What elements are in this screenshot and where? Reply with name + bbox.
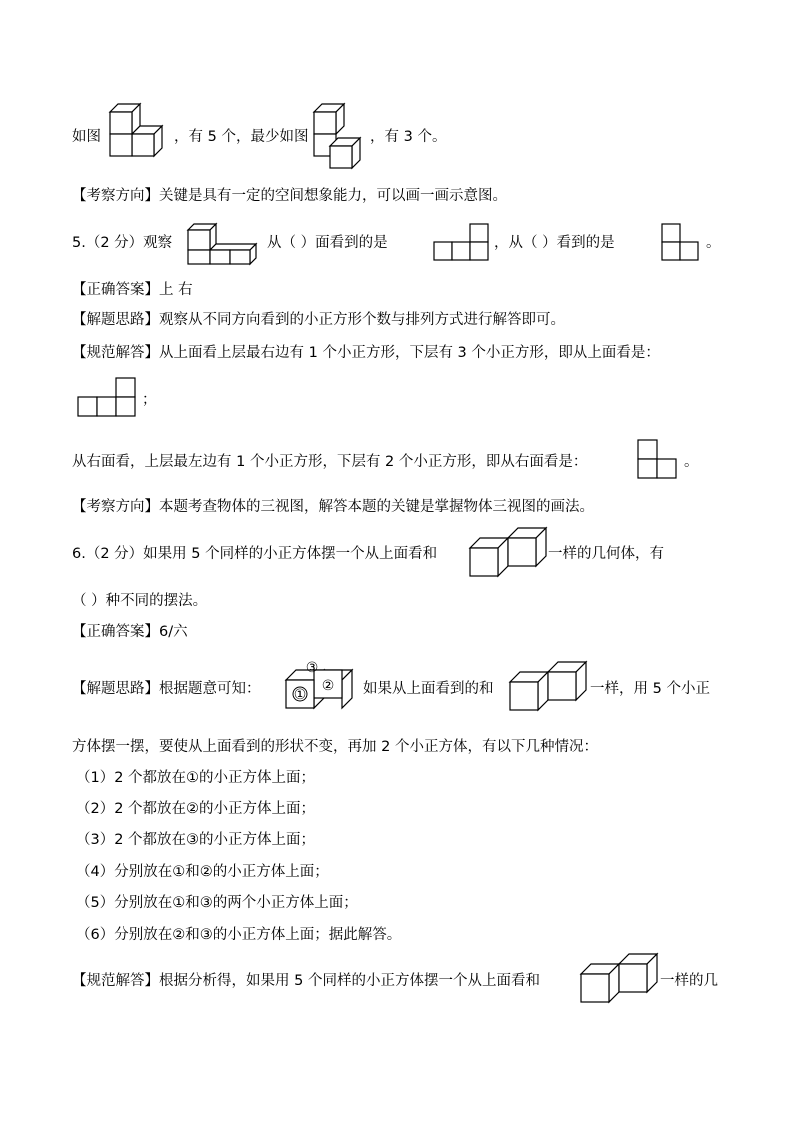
case-item: （2）2 个都放在②的小正方体上面； [76,801,316,817]
text-line: 如图 [72,129,101,145]
case-item: （3）2 个都放在③的小正方体上面； [76,832,316,848]
standard-solution: 【规范解答】根据分析得，如果用 5 个同样的小正方体摆一个从上面看和 [72,973,540,989]
text-line: 如果从上面看到的和 [363,681,494,697]
cube-figure-five [104,104,168,168]
text-line: 一样，用 5 个小正 [590,681,710,697]
correct-answer: 【正确答案】6/六 [72,624,188,640]
case-item: （4）分别放在①和②的小正方体上面； [76,864,329,880]
numbered-cube-figure [282,660,366,718]
cube-figure-q6-ref [506,662,590,718]
case-item: （6）分别放在②和③的小正方体上面；据此解答。 [76,927,402,943]
correct-answer: 【正确答案】上 右 [72,282,193,298]
view-top-shape [432,222,492,262]
text-line: 。 [706,235,721,251]
text-line: 从右面看，上层最左边有 1 个小正方形，下层有 2 个小正方形，即从右面看是： [72,454,588,470]
text-line: 【考察方向】关键是具有一定的空间想象能力，可以画一画示意图。 [72,188,507,204]
cube-figure-q6 [466,528,550,584]
cube-figure-q6-solution [577,954,661,1010]
view-right-shape-solution [636,438,678,480]
text-line: 方体摆一摆，要使从上面看到的形状不变，再加 2 个小正方体，有以下几种情况： [72,739,598,755]
text-line: ，从（ ）看到的是 [494,235,615,251]
label-two: ② [321,678,335,694]
text-line: ，有 3 个。 [370,129,447,145]
text-line: 一样的几 [660,973,718,989]
standard-solution: 【规范解答】从上面看上层最右边有 1 个小正方形，下层有 3 个小正方形，即从上面看是： [72,345,660,361]
text-line: 从（ ）面看到的是 [267,235,388,251]
case-item: （5）分别放在①和③的两个小正方体上面； [76,895,358,911]
text-line: 5.（2 分）观察 [72,235,173,251]
solution-idea: 【解题思路】观察从不同方向看到的小正方形个数与排列方式进行解答即可。 [72,312,565,328]
text-line: ； [142,392,157,408]
text-line: ，有 5 个，最少如图 [174,129,309,145]
text-line: 。 [684,454,699,470]
label-three: ③ [305,660,319,676]
label-one: ① [293,687,307,703]
cube-figure-q5 [186,218,262,266]
text-line: 【解题思路】根据题意可知： [72,681,261,697]
case-item: （1）2 个都放在①的小正方体上面； [76,770,316,786]
view-top-shape-solution [77,376,139,418]
text-line: （ ）种不同的摆法。 [72,593,208,609]
text-line: 6.（2 分）如果用 5 个同样的小正方体摆一个从上面看和 [72,546,438,562]
text-line: 一样的几何体，有 [548,546,664,562]
examine-direction: 【考察方向】本题考查物体的三视图，解答本题的关键是掌握物体三视图的画法。 [72,499,594,515]
cube-figure-three [308,104,368,170]
view-right-shape [660,222,702,262]
